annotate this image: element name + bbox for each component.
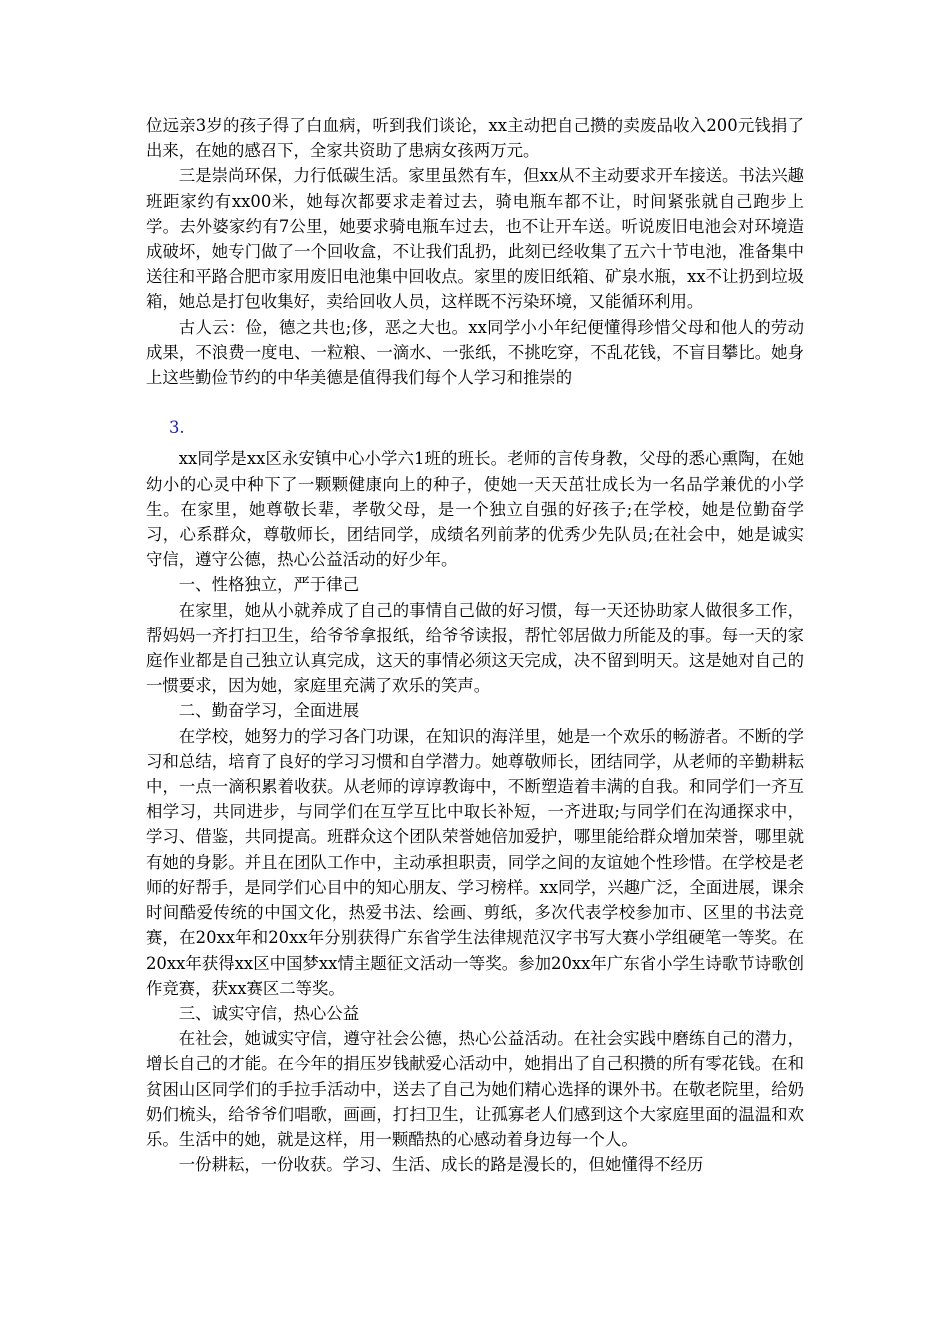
document-body [146,113,804,1177]
paragraph-study: 在学校，她努力的学习各门功课，在知识的海洋里，她是一个欢乐的畅游者。不断的学习和总结，培育了良好的学习习惯和自学潜力。她尊敬师长，团结同学，从老师的辛勤耕耘中，一点一滴积累着收获。从老师的谆谆教诲中，不断塑造着丰满的自我。和同学们一齐互相学习，共同进步，与同学们在互学互比中取长补短，一齐进取;与同学们在沟通探求中，学习、借鉴，共同提高。班群众这个团队荣誉她倍加爱护，哪里能给群众增加荣誉，哪里就有她的身影。并且在团队工作中，主动承担职责，同学之间的友谊她个性珍惜。在学校是老师的好帮手，是同学们心目中的知心朋友、学习榜样。xx同学，兴趣广泛，全面进展，课余时间酷爱传统的中国文化，热爱书法、绘画、剪纸，多次代表学校参加市、区里的书法竞赛，在20xx年和20xx年分别获得广东省学生法律规范汉字书写大赛小学组硬笔一等奖。在20xx年获得xx区中国梦xx情主题征文活动一等奖。参加20xx年广东省小学生诗歌节诗歌创作竞赛，获xx赛区二等奖。 [146,726,804,998]
heading-integrity: 三、诚实守信，热心公益 [178,1003,360,1023]
section-number: 3. [168,418,185,438]
paragraph-closing: 一份耕耘，一份收获。学习、生活、成长的路是漫长的，但她懂得不经历 [178,1155,704,1175]
paragraph-frugality: 古人云：俭，德之共也;侈，恶之大也。xx同学小小年纪便懂得珍惜父母和他人的劳动成果，不浪费一度电、一粒粮、一滴水、一张纸，不挑吃穿，不乱花钱，不盲目攀比。她身上这些勤俭节约的中华美德是值得我们每个人学习和推崇的 [146,317,804,388]
heading-independence: 一、性格独立，严于律己 [178,575,360,595]
paragraph-independence: 在家里，她从小就养成了自己的事情自己做的好习惯，每一天还协助家人做很多工作，帮妈妈一齐打扫卫生，给爷爷拿报纸，给爷爷读报，帮忙邻居做力所能及的事。每一天的家庭作业都是自己独立认真完成，这天的事情必须这天完成，决不留到明天。这是她对自己的一惯要求，因为她，家庭里充满了欢乐的笑声。 [146,600,804,696]
paragraph-integrity: 在社会，她诚实守信，遵守社会公德，热心公益活动。在社会实践中磨练自己的潜力，增长自己的才能。在今年的捐压岁钱献爱心活动中，她捐出了自己积攒的所有零花钱。在和贫困山区同学们的手拉手活动中，送去了自己为她们精心选择的课外书。在敬老院里，给奶奶们梳头，给爷爷们唱歌，画画，打扫卫生，让孤寡老人们感到这个大家庭里面的温温和欢乐。生活中的她，就是这样，用一颗酷热的心感动着身边每一个人。 [146,1029,804,1149]
paragraph-environment: 三是崇尚环保，力行低碳生活。家里虽然有车，但xx从不主动要求开车接送。书法兴趣班距家约有xx00米，她每次都要求走着过去，骑电瓶车都不让，时间紧张就自己跑步上学。去外婆家约有7公里，她要求骑电瓶车过去，也不让开车送。听说废旧电池会对环境造成破坏，她专门做了一个回收盒，不让我们乱扔，此刻已经收集了五六十节电池，准备集中送往和平路合肥市家用废旧电池集中回收点。家里的废旧纸箱、矿泉水瓶，xx不让扔到垃圾箱，她总是打包收集好，卖给回收人员，这样既不污染环境，又能循环利用。 [146,166,804,312]
paragraph-donation: 位远亲3岁的孩子得了白血病，听到我们谈论，xx主动把自己攒的卖废品收入200元钱捐了出来，在她的感召下，全家共资助了患病女孩两万元。 [146,116,804,161]
heading-study: 二、勤奋学习，全面进展 [178,701,360,721]
paragraph-intro: xx同学是xx区永安镇中心小学六1班的班长。老师的言传身教，父母的悉心熏陶，在她幼小的心灵中种下了一颗颗健康向上的种子，使她一天天茁壮成长为一名品学兼优的小学生。在家里，她尊敬长辈，孝敬父母，是一个独立自强的好孩子;在学校，她是位勤奋学习，心系群众，尊敬师长，团结同学，成绩名列前茅的优秀少先队员;在社会中，她是诚实守信，遵守公德，热心公益活动的好少年。 [146,449,804,570]
